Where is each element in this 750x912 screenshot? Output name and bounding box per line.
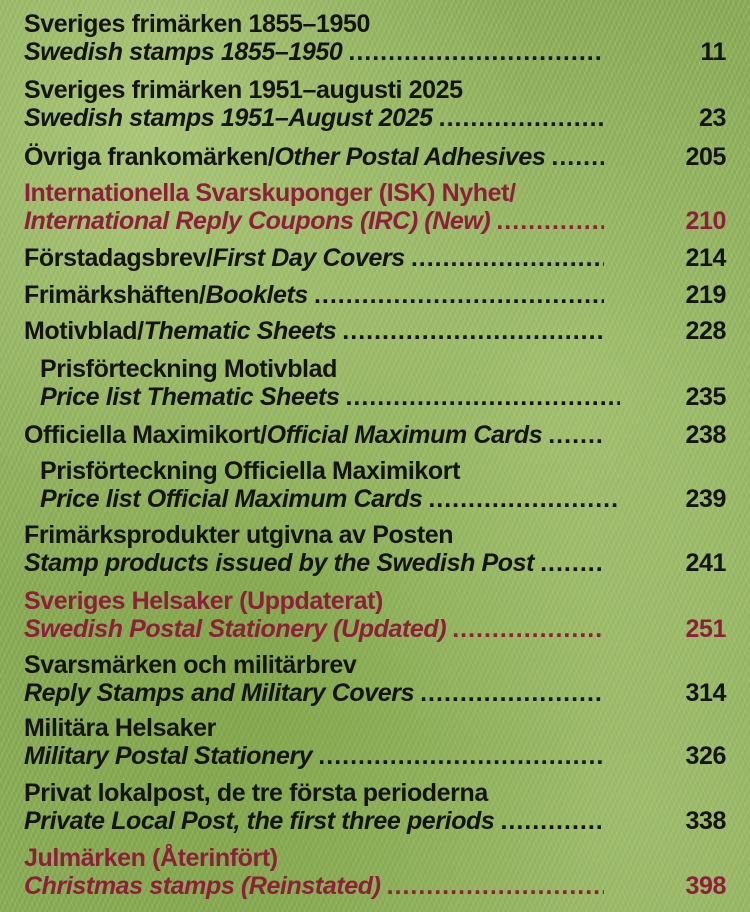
toc-entry-title-sv: Privat lokalpost, de tre första perioderna	[24, 779, 488, 807]
toc-entry-christmas-stamps	[24, 844, 726, 900]
leader-dots	[342, 317, 604, 345]
toc-page-number: 11	[700, 38, 726, 66]
toc-page-number: 314	[685, 679, 726, 707]
toc-entry-first-day-covers	[24, 244, 726, 272]
toc-entry-title-en: Booklets	[205, 281, 308, 309]
toc-entry-title-sv: Sveriges frimärken 1855–1950	[24, 10, 371, 38]
toc-page-number: 398	[685, 872, 726, 900]
toc-entry-title-sv: Frimärksprodukter utgivna av Posten	[24, 521, 454, 549]
toc-page-number: 205	[685, 143, 726, 171]
toc-entry-title-en: Swedish stamps 1951–August 2025	[24, 104, 433, 132]
leader-dots	[500, 807, 604, 835]
toc-entry-title-sv: Svarsmärken och militärbrev	[24, 651, 357, 679]
toc-entry-price-list-maximum-cards	[40, 457, 726, 513]
leader-dots	[439, 104, 604, 132]
leader-dots	[551, 143, 604, 171]
leader-dots	[411, 244, 604, 272]
toc-entry-title-en: Christmas stamps (Reinstated)	[24, 872, 381, 900]
leader-dots	[540, 549, 604, 577]
toc-entry-title-en: Swedish stamps 1855–1950	[24, 38, 343, 66]
toc-page-number: 239	[685, 485, 726, 513]
leader-dots	[428, 485, 620, 513]
toc-entry-title-en: Price list Thematic Sheets	[40, 383, 340, 411]
toc-page-number: 251	[685, 615, 726, 643]
toc-page-number: 238	[685, 421, 726, 449]
toc-entry-title-sv: Sveriges frimärken 1951–augusti 2025	[24, 76, 463, 104]
toc-page-number: 338	[685, 807, 726, 835]
toc-entry-swedish-postal-stationery	[24, 587, 726, 643]
leader-dots	[452, 615, 604, 643]
leader-dots	[387, 872, 604, 900]
leader-dots	[548, 421, 604, 449]
toc-entry-military-postal-stationery	[24, 714, 726, 770]
toc-entry-other-postal-adhesives	[24, 143, 726, 171]
toc-page-number: 326	[685, 742, 726, 770]
toc-entry-title-sv: Internationella Svarskuponger (ISK) Nyhet/	[24, 179, 516, 207]
toc-entry-title-en: Reply Stamps and Military Covers	[24, 679, 415, 707]
leader-dots	[345, 383, 620, 411]
toc-page-number: 210	[685, 207, 726, 235]
toc-entry-title-sv: Frimärkshäften/	[24, 281, 206, 309]
toc-entry-title-sv: Officiella Maximikort/	[24, 421, 267, 449]
toc-entry-title-sv: Militära Helsaker	[24, 714, 216, 742]
toc-entry-title-en: Swedish Postal Stationery (Updated)	[24, 615, 447, 643]
toc-entry-title-en: Price list Official Maximum Cards	[40, 485, 423, 513]
toc-entry-reply-stamps	[24, 651, 726, 707]
toc-entry-title-en: Official Maximum Cards	[266, 421, 543, 449]
toc-entry-title-sv: Prisförteckning Officiella Maximikort	[40, 457, 461, 485]
toc-page-number: 219	[685, 281, 726, 309]
toc-page-number: 23	[698, 104, 726, 132]
toc-entry-swedish-stamps-1855	[24, 10, 726, 66]
toc-entry-title-en: Other Postal Adhesives	[274, 143, 546, 171]
toc-entry-title-en: Private Local Post, the first three periods	[24, 807, 495, 835]
toc-entry-swedish-stamps-1951	[24, 76, 726, 132]
toc-page-number: 214	[685, 244, 726, 272]
toc-entry-title-sv: Förstadagsbrev/	[24, 244, 213, 272]
toc-entry-title-sv: Julmärken (Återinfört)	[24, 844, 278, 872]
toc-page-number: 228	[685, 317, 726, 345]
toc-page-number: 235	[685, 383, 726, 411]
toc-entry-title-en: Stamp products issued by the Swedish Post	[24, 549, 535, 577]
leader-dots	[496, 207, 604, 235]
toc-entry-title-en: Military Postal Stationery	[24, 742, 313, 770]
toc-entry-title-en: Thematic Sheets	[143, 317, 337, 345]
toc-entry-title-sv: Övriga frankomärken/	[24, 143, 275, 171]
leader-dots	[314, 281, 604, 309]
toc-entry-private-local-post	[24, 779, 726, 835]
toc-entry-official-maximum-cards	[24, 421, 726, 449]
toc-entry-title-sv: Motivblad/	[24, 317, 144, 345]
leader-dots	[318, 742, 604, 770]
toc-entry-international-reply-coupons	[24, 179, 726, 235]
toc-entry-title-en: International Reply Coupons (IRC) (New)	[24, 207, 491, 235]
toc-page-number: 241	[685, 549, 726, 577]
toc-entry-title-sv: Sveriges Helsaker (Uppdaterat)	[24, 587, 383, 615]
toc-entry-stamp-products	[24, 521, 726, 577]
toc-entry-title-sv: Prisförteckning Motivblad	[40, 355, 337, 383]
leader-dots	[420, 679, 604, 707]
toc-entry-thematic-sheets	[24, 317, 726, 345]
toc-entry-booklets	[24, 281, 726, 309]
toc-entry-price-list-thematic-sheets	[40, 355, 726, 411]
toc-entry-title-en: First Day Covers	[212, 244, 405, 272]
leader-dots	[348, 38, 604, 66]
